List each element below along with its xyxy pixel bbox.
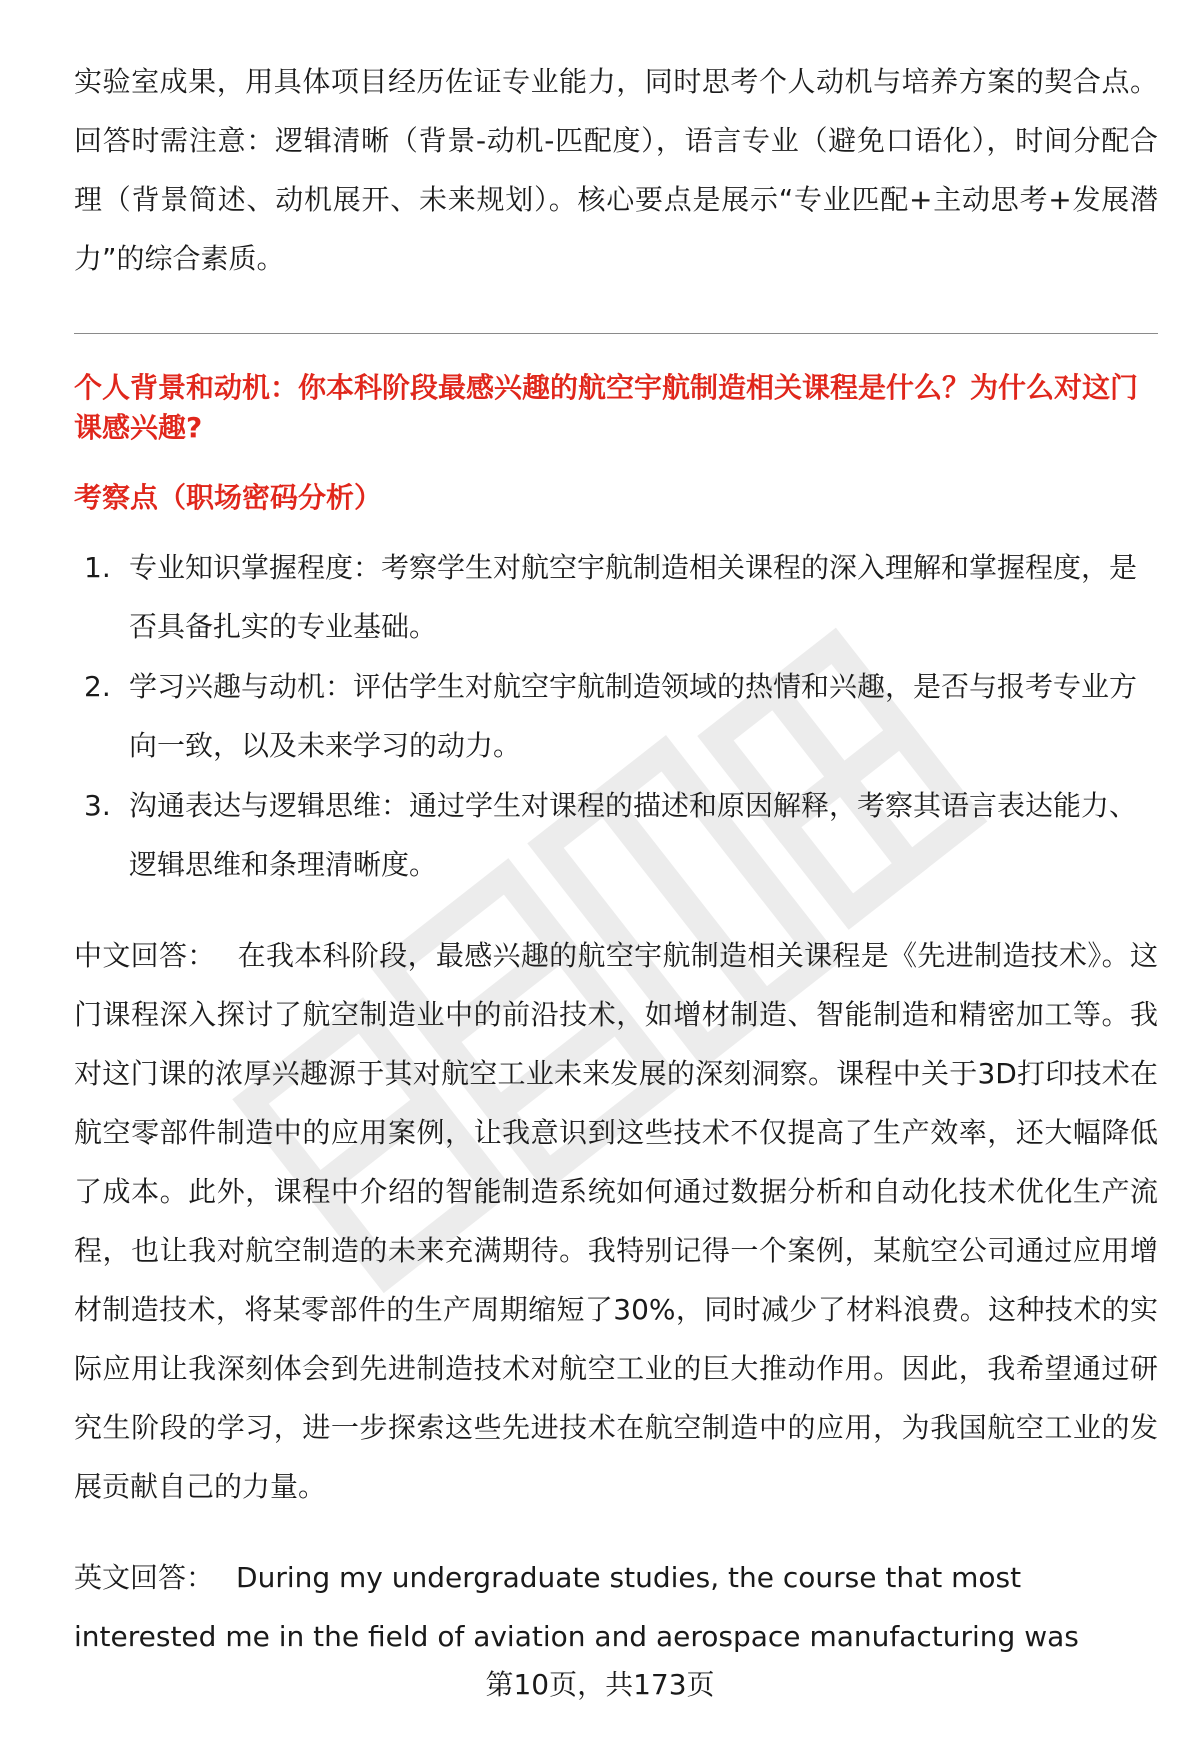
- chinese-answer-label: 中文回答：: [74, 939, 216, 972]
- page-content: [74, 52, 1158, 1694]
- list-item-text: 学习兴趣与动机：评估学生对航空宇航制造领域的热情和兴趣，是否与报考专业方向一致，以及未来学习的动力。: [129, 670, 1138, 762]
- intro-paragraph: 实验室成果，用具体项目经历佐证专业能力，同时思考个人动机与培养方案的契合点。回答时需注意：逻辑清晰（背景-动机-匹配度），语言专业（避免口语化），时间分配合理（背景简述、动机展开、未来规划）。核心要点是展示“专业匹配+主动思考+发展潜力”的综合素质。: [74, 65, 1158, 275]
- chinese-answer: [74, 926, 1158, 1516]
- question-heading: 个人背景和动机：你本科阶段最感兴趣的航空宇航制造相关课程是什么？为什么对这门课感兴趣?: [74, 371, 1139, 444]
- chinese-answer-text: 在我本科阶段，最感兴趣的航空宇航制造相关课程是《先进制造技术》。这门课程深入探讨了航空制造业中的前沿技术，如增材制造、智能制造和精密加工等。我对这门课的浓厚兴趣源于其对航空工业未来发展的深刻洞察。课程中关于3D打印技术在航空零部件制造中的应用案例，让我意识到这些技术不仅提高了生产效率，还大幅降低了成本。此外，课程中介绍的智能制造系统如何通过数据分析和自动化技术优化生产流程，也让我对航空制造的未来充满期待。我特别记得一个案例，某航空公司通过应用增材制造技术，将某零部件的生产周期缩短了30%，同时减少了材料浪费。这种技术的实际应用让我深刻体会到先进制造技术对航空工业的巨大推动作用。因此，我希望通过研究生阶段的学习，进一步探索这些先进技术在航空制造中的应用，为我国航空工业的发展贡献自己的力量。: [74, 939, 1158, 1503]
- assessment-points-list: [74, 538, 1158, 894]
- english-answer-text: During my undergraduate studies, the course that most interested me in the field of aviation and aerospace manufacturing was: [74, 1561, 1079, 1653]
- list-item-number: 1.: [84, 551, 111, 584]
- list-item-text: 专业知识掌握程度：考察学生对航空宇航制造相关课程的深入理解和掌握程度，是否具备扎实的专业基础。: [129, 551, 1138, 643]
- list-item: [74, 538, 1158, 656]
- english-answer-label: 英文回答：: [74, 1561, 215, 1594]
- section-divider: [74, 333, 1158, 334]
- list-item-number: 3.: [84, 789, 111, 822]
- section-title: 考察点（职场密码分析）: [74, 481, 383, 514]
- list-item: [74, 657, 1158, 775]
- list-item: [74, 776, 1158, 894]
- list-item-text: 沟通表达与逻辑思维：通过学生对课程的描述和原因解释，考察其语言表达能力、逻辑思维和条理清晰度。: [129, 789, 1138, 881]
- page-footer: 第10页，共173页: [485, 1668, 715, 1701]
- list-item-number: 2.: [84, 670, 111, 703]
- english-answer: [74, 1548, 1158, 1666]
